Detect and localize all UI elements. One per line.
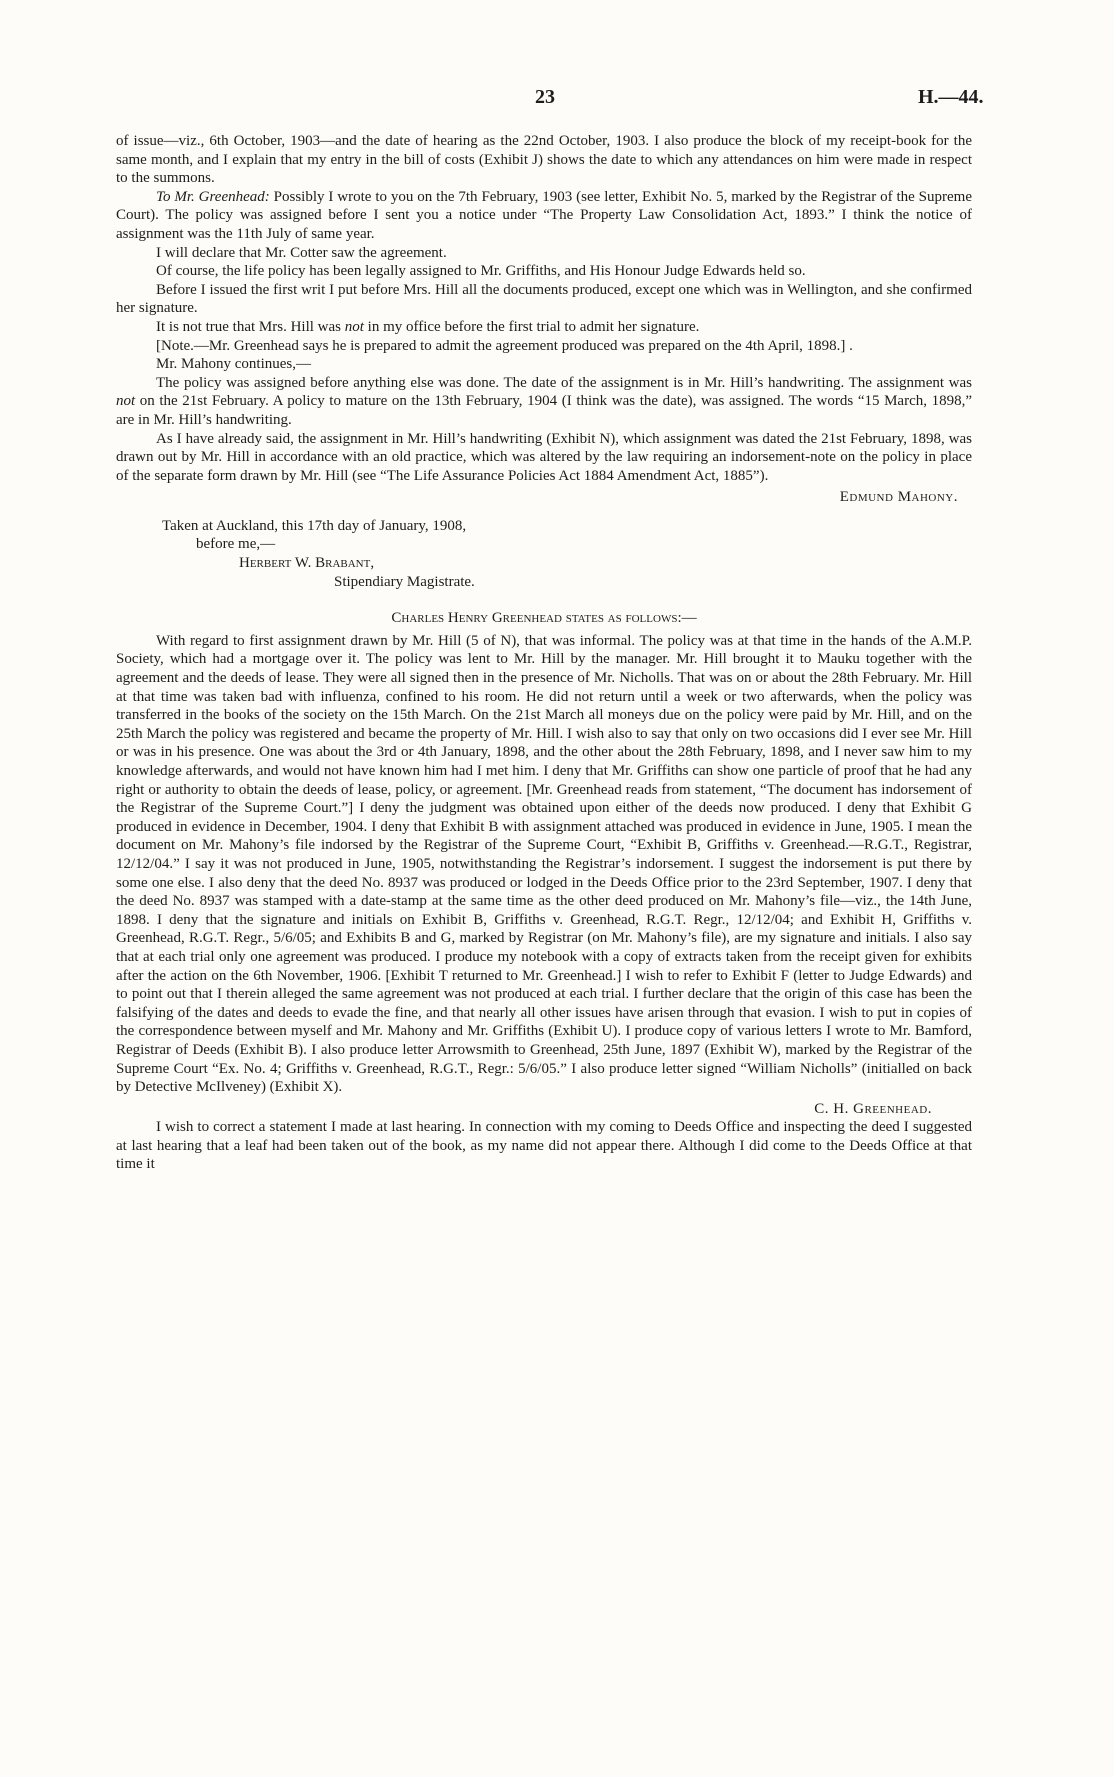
emphasis: not (116, 393, 136, 410)
paragraph (116, 374, 972, 430)
paragraph: I will declare that Mr. Cotter saw the agreement. (156, 244, 447, 261)
paragraph-text: Possibly I wrote to you on the 7th February, 1903 (see letter, Exhibit No. 5, marked by the Registrar of the Supreme Court). The policy was assigned before I sent you a notice under “The Property Law Consolidation Act, 1893.” I think the notice of assignment was the 11th July of same year. (116, 188, 973, 242)
taken-line: Taken at Auckland, this 17th day of January, 1908, (162, 517, 467, 534)
section-heading: Charles Henry Greenhead states as follows:— (391, 610, 697, 627)
magistrate-title: Stipendiary Magistrate. (334, 573, 475, 590)
document-code: H.—44. (918, 86, 984, 108)
addressee: To Mr. Greenhead: (156, 188, 270, 205)
paragraph: I wish to correct a statement I made at last hearing. In connection with my coming to Deeds Office and inspecting the deed I suggested at last hearing that a leaf had been taken out of the book, as my name did not appear there. Although I did come to the Deeds Office at that time it (116, 1119, 972, 1173)
paragraph: of issue—viz., 6th October, 1903—and the date of hearing as the 22nd October, 1903. I also produce the block of my receipt-book for the same month, and I explain that my entry in the bill of costs (Exhibit J) shows the date to which any attendances on him were made in respect to the summons. (116, 133, 972, 187)
paragraph (116, 188, 972, 244)
paragraph: With regard to first assignment drawn by Mr. Hill (5 of N), that was informal. The policy was at that time in the hands of the A.M.P. Society, which had a mortgage over it. The policy was lent to Mr. Hill by the manager. Mr. Hill brought it to Mauku together with the agreement and the deeds of lease. They were all signed then in the presence of Mr. Nicholls. That was on or about the 28th February. Mr. Hill at that time was taken bad with influenza, confined to his room. He did not return until a week or two afterwards, when the policy was transferred in the books of the society on the 15th March. On the 21st March all moneys due on the policy were paid by Mr. Hill, and on the 25th March the policy was registered and became the property of Mr. Hill. I wish also to say that only on two occasions did I ever see Mr. Hill or was in his presence. One was about the 3rd or 4th January, 1898, and the other about the 28th February, 1898, and I never saw him to my knowledge afterwards, and would not have known him had I met him. I deny that Mr. Griffiths can show one particle of proof that he had any right or authority to obtain the deeds of lease, policy, or agreement. [Mr. Greenhead reads from statement, “The document has indorsement of the Registrar of the Supreme Court.”] I deny the judgment was obtained upon either of the deeds now produced. I deny that Exhibit G produced in evidence in December, 1904. I deny that Exhibit B with assignment attached was produced in evidence in June, 1905. I mean the document on Mr. Mahony’s file indorsed by the Registrar of the Supreme Court, “Exhibit B, Griffiths v. Greenhead.—R.G.T., Registrar, 12/12/04.” I say it was not produced in June, 1905, notwithstanding the Registrar’s indorsement. I suggest the indorsement is put there by some one else. I also deny that the deed No. 8937 was produced or lodged in the Deeds Office prior to the 23rd September, 1907. I deny that the deed No. 8937 was stamped with a date-stamp at the same time as the other deed produced on Mr. Mahony’s file—viz., the 14th June, 1898. I deny that the signature and initials on Exhibit B, Griffiths v. Greenhead, R.G.T. Regr., 12/12/04; and Exhibit H, Griffiths v. Greenhead, R.G.T. Regr., 5/6/05; and Exhibits B and G, marked by Registrar (on Mr. Mahony’s file), are my signature and initials. I also say that at each trial only one agreement was produced. I produce my notebook with a copy of extracts taken from the receipt given for exhibits after the action on the 6th November, 1906. [Exhibit T returned to Mr. Greenhead.] I wish to refer to Exhibit F (letter to Judge Edwards) and to point out that I therein alleged the same agreement was not produced at each trial. I further declare that the origin of this case has been the falsifying of the dates and deeds to evade the fine, and that nearly all other issues have arisen through that evasion. I wish to put in copies of the correspondence between myself and Mr. Mahony and Mr. Griffiths (Exhibit U). I produce copy of various letters I wrote to Mr. Bamford, Registrar of Deeds (Exhibit B). I also produce letter Arrowsmith to Greenhead, 25th June, 1897 (Exhibit W), marked by the Registrar of the Supreme Court “Ex. No. 4; Griffiths v. Greenhead, R.G.T., Regr.: 5/6/05.” I also produce letter signed “William Nicholls” (initialled on back by Detective McIlveney) (Exhibit X). (116, 632, 972, 1096)
signature-mahony: Edmund Mahony. (839, 489, 958, 506)
document-body (116, 132, 972, 1174)
emphasis: not (344, 318, 364, 335)
paragraph-text: on the 21st February. A policy to mature on the 13th February, 1904 (I think was the date), was assigned. The words “15 March, 1898,” are in Mr. Hill’s handwriting. (116, 393, 972, 428)
paragraph: Before I issued the first writ I put before Mrs. Hill all the documents produced, except one which was in Wellington, and she confirmed her signature. (116, 281, 972, 317)
paragraph-text: The policy was assigned before anything else was done. The date of the assignment is in Mr. Hill’s handwriting. The assignment was (156, 374, 972, 391)
taken-line: before me,— (196, 536, 276, 553)
paragraph-text: in my office before the first trial to admit her signature. (363, 318, 700, 335)
paragraph: Of course, the life policy has been legally assigned to Mr. Griffiths, and His Honour Judge Edwards held so. (156, 263, 806, 280)
signature-greenhead: C. H. Greenhead. (814, 1100, 932, 1117)
note-paragraph: [Note.—Mr. Greenhead says he is prepared to admit the agreement produced was prepared on the 4th April, 1898.] . (156, 337, 853, 354)
paragraph-text: It is not true that Mrs. Hill was (156, 318, 345, 335)
magistrate-name: Herbert W. Brabant, (239, 555, 375, 572)
paragraph (116, 318, 972, 337)
paragraph: As I have already said, the assignment in Mr. Hill’s handwriting (Exhibit N), which assignment was dated the 21st February, 1898, was drawn out by Mr. Hill in accordance with an old practice, which was altered by the law requiring an indorsement-note on the policy in place of the separate form drawn by Mr. Hill (see “The Life Assurance Policies Act 1884 Amendment Act, 1885”). (116, 430, 972, 484)
paragraph: Mr. Mahony continues,— (156, 356, 311, 373)
page-number: 23 (535, 86, 555, 108)
